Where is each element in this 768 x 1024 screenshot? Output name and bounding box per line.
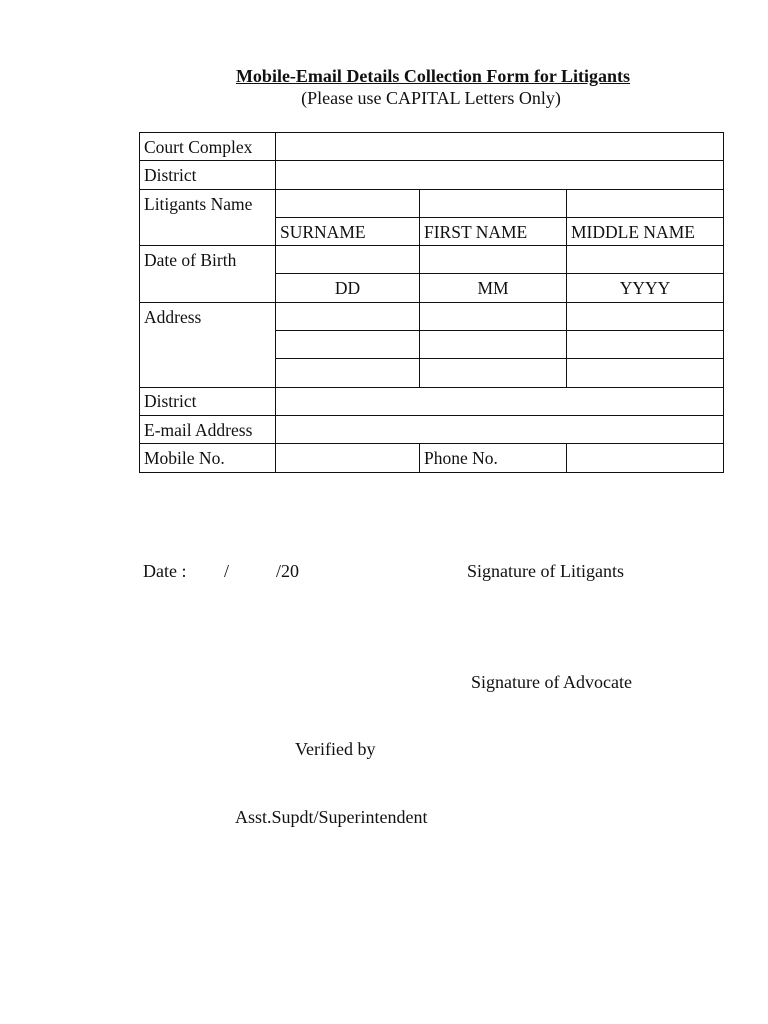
address-field[interactable] [567,359,724,387]
address-field[interactable] [567,302,724,330]
dob-month-caption: MM [420,274,567,302]
dob-year-caption: YYYY [567,274,724,302]
row-district [140,161,724,189]
row-email [140,415,724,443]
address-field[interactable] [276,302,420,330]
address-field[interactable] [276,331,420,359]
middle-name-caption: MIDDLE NAME [567,217,724,245]
dob-day-field[interactable] [276,246,420,274]
row-court-complex [140,133,724,161]
mobile-label: Mobile No. [140,444,276,472]
address-label: Address [140,302,276,387]
row-litigants-name [140,189,724,217]
form-subtitle: (Please use CAPITAL Letters Only) [301,88,561,108]
email-field[interactable] [276,415,724,443]
surname-caption: SURNAME [276,217,420,245]
dob-day-caption: DD [276,274,420,302]
dob-month-field[interactable] [420,246,567,274]
district-label: District [140,161,276,189]
row-address-1 [140,302,724,330]
official-title: Asst.Supdt/Superintendent [235,807,428,827]
dob-year-field[interactable] [567,246,724,274]
address-field[interactable] [420,359,567,387]
phone-field[interactable] [567,444,724,472]
verified-by: Verified by [295,739,376,759]
address-field[interactable] [420,331,567,359]
date-of-birth-label: Date of Birth [140,246,276,303]
mobile-field[interactable] [276,444,420,472]
date-separator: / [224,561,230,581]
date-year: /20 [276,561,300,581]
district-2-label: District [140,387,276,415]
signature-litigants: Signature of Litigants [467,561,624,581]
court-complex-field[interactable] [276,133,724,161]
surname-field[interactable] [276,189,420,217]
email-label: E-mail Address [140,415,276,443]
address-field[interactable] [276,359,420,387]
court-complex-label: Court Complex [140,133,276,161]
details-table [139,132,724,473]
form-title: Mobile-Email Details Collection Form for Litigants [235,66,631,86]
first-name-field[interactable] [420,189,567,217]
district-2-field[interactable] [276,387,724,415]
middle-name-field[interactable] [567,189,724,217]
litigants-name-label: Litigants Name [140,189,276,246]
phone-label: Phone No. [420,444,567,472]
address-field[interactable] [567,331,724,359]
address-field[interactable] [420,302,567,330]
signature-advocate: Signature of Advocate [471,672,632,692]
row-mobile-phone [140,444,724,472]
district-field[interactable] [276,161,724,189]
first-name-caption: FIRST NAME [420,217,567,245]
row-district-2 [140,387,724,415]
row-date-of-birth [140,246,724,274]
date-label: Date : [143,561,187,581]
